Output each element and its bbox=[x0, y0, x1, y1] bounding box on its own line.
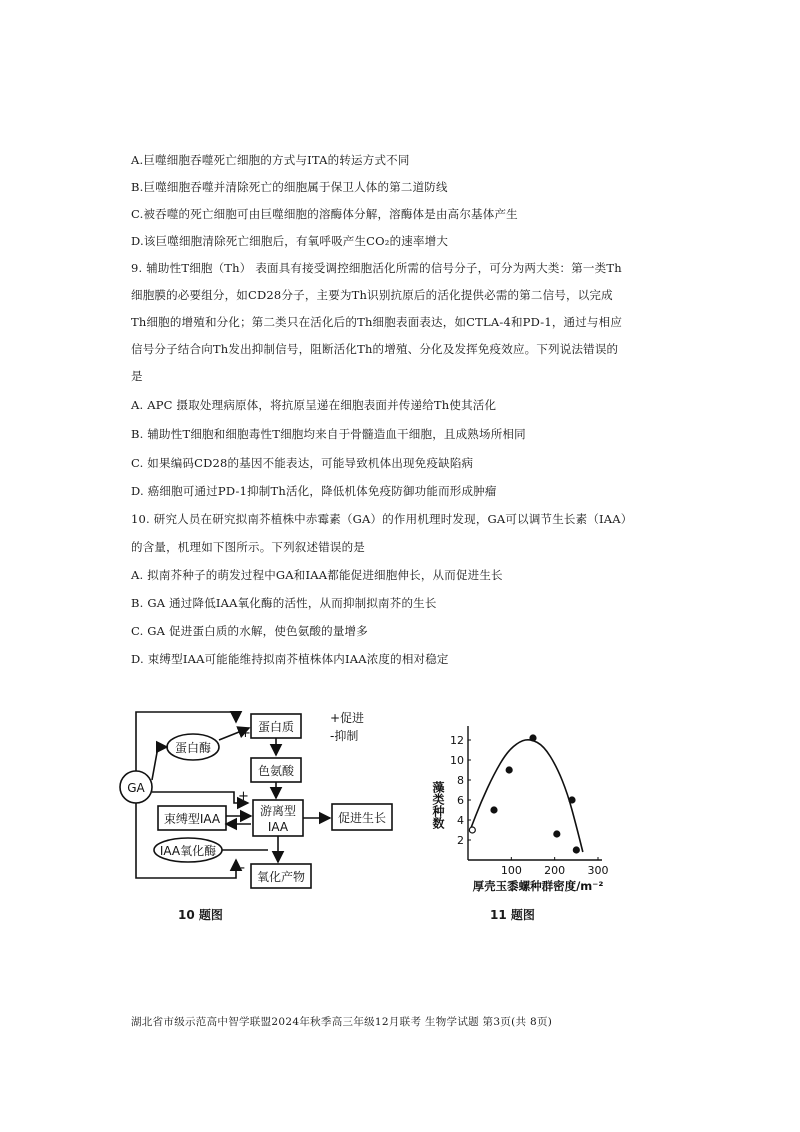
q9-stem-line-5: 是 bbox=[131, 369, 143, 383]
protein-label: 蛋白质 bbox=[257, 720, 295, 734]
diagram-q10 bbox=[118, 700, 418, 900]
q10-stem-line-2: 的含量，机理如下图所示。下列叙述错误的是 bbox=[131, 540, 365, 554]
plus-sign-top: + bbox=[240, 726, 251, 741]
q9-option-b: B. 辅助性T细胞和细胞毒性T细胞均来自于骨髓造血干细胞，且成熟场所相同 bbox=[131, 427, 526, 441]
chart-y-tick-label: 2 bbox=[457, 834, 464, 847]
protease-label: 蛋白酶 bbox=[174, 741, 212, 755]
chart-x-tick-label: 200 bbox=[544, 864, 566, 877]
oxidation-product-label: 氧化产物 bbox=[256, 870, 306, 884]
tryptophan-label: 色氨酸 bbox=[257, 764, 295, 778]
chart-data-point bbox=[506, 767, 512, 773]
q9-stem-line-3: Th细胞的增殖和分化；第二类只在活化后的Th细胞表面表达，如CTLA-4和PD-1，通过与相应 bbox=[131, 315, 623, 329]
chart-data-point bbox=[554, 831, 560, 837]
free-iaa-label-1: 游离型 bbox=[259, 804, 297, 818]
q9-stem-line-4: 信号分子结合向Th发出抑制信号，阻断活化Th的增殖、分化及发挥免疫效应。下列说法错误的 bbox=[131, 342, 619, 356]
chart-data-point bbox=[569, 797, 575, 803]
chart-fit-curve bbox=[470, 740, 583, 852]
chart-y-tick-label: 12 bbox=[450, 734, 464, 747]
q8-option-b: B.巨噬细胞吞噬并清除死亡的细胞属于保卫人体的第二道防线 bbox=[131, 180, 448, 194]
chart-y-tick-label: 4 bbox=[457, 814, 464, 827]
q8-option-d: D.该巨噬细胞清除死亡细胞后，有氧呼吸产生CO₂的速率增大 bbox=[131, 234, 449, 248]
q9-stem-line-2: 细胞膜的必要组分，如CD28分子，主要为Th识别抗原后的活化提供必需的第二信号，以完成 bbox=[131, 288, 613, 302]
q10-option-d: D. 束缚型IAA可能能维持拟南芥植株体内IAA浓度的相对稳定 bbox=[131, 652, 449, 666]
chart-x-axis-label: 厚壳玉黍螺种群密度/m⁻² bbox=[472, 879, 604, 893]
legend-promote: +促进 bbox=[330, 711, 365, 725]
chart-y-tick-label: 6 bbox=[457, 794, 464, 807]
chart-y-tick-label: 10 bbox=[450, 754, 464, 767]
iaa-oxidase-label: IAA氧化酶 bbox=[159, 844, 217, 858]
chart-y-tick-label: 8 bbox=[457, 774, 464, 787]
chart-x-tick-label: 300 bbox=[587, 864, 609, 877]
q9-option-d: D. 癌细胞可通过PD-1抑制Th活化，降低机体免疫防御功能而形成肿瘤 bbox=[131, 484, 497, 498]
q9-option-a: A. APC 摄取处理病原体，将抗原呈递在细胞表面并传递给Th使其活化 bbox=[131, 398, 497, 412]
q9-stem-line-1: 9. 辅助性T细胞（Th） 表面具有接受调控细胞活化所需的信号分子，可分为两大类：第一类Th bbox=[131, 261, 622, 275]
q9-option-c: C. 如果编码CD28的基因不能表达，可能导致机体出现免疫缺陷病 bbox=[131, 456, 474, 470]
chart-data-point bbox=[469, 827, 475, 833]
free-iaa-label-2: IAA bbox=[267, 820, 289, 834]
minus-sign: - bbox=[240, 860, 246, 876]
legend-inhibit: -抑制 bbox=[330, 729, 359, 743]
q10-option-a: A. 拟南芥种子的萌发过程中GA和IAA都能促进细胞伸长，从而促进生长 bbox=[131, 568, 503, 582]
q10-stem-line-1: 10. 研究人员在研究拟南芥植株中赤霉素（GA）的作用机理时发现，GA可以调节生长素（IAA） bbox=[131, 512, 633, 526]
promote-growth-label: 促进生长 bbox=[337, 811, 387, 825]
caption-q10: 10 题图 bbox=[178, 908, 223, 922]
chart-x-tick-label: 100 bbox=[500, 864, 522, 877]
ga-label: GA bbox=[127, 781, 145, 795]
chart-y-axis-label: 藻类种数 bbox=[431, 781, 445, 829]
chart-data-point bbox=[491, 807, 497, 813]
plus-sign-mid: + bbox=[238, 789, 249, 804]
q10-option-c: C. GA 促进蛋白质的水解，使色氨酸的量增多 bbox=[131, 624, 368, 638]
chart-data-point bbox=[530, 735, 536, 741]
chart-q11 bbox=[430, 710, 610, 895]
q10-option-b: B. GA 通过降低IAA氧化酶的活性，从而抑制拟南芥的生长 bbox=[131, 596, 437, 610]
bound-iaa-label: 束缚型IAA bbox=[163, 812, 221, 826]
chart-data-point bbox=[573, 847, 579, 853]
page-footer: 湖北省市级示范高中智学联盟2024年秋季高三年级12月联考 生物学试题 第3页(共 8页) bbox=[131, 1016, 553, 1028]
q8-option-c: C.被吞噬的死亡细胞可由巨噬细胞的溶酶体分解，溶酶体是由高尔基体产生 bbox=[131, 207, 518, 221]
q8-option-a: A.巨噬细胞吞噬死亡细胞的方式与ITA的转运方式不同 bbox=[131, 153, 410, 167]
caption-q11: 11 题图 bbox=[490, 908, 535, 922]
